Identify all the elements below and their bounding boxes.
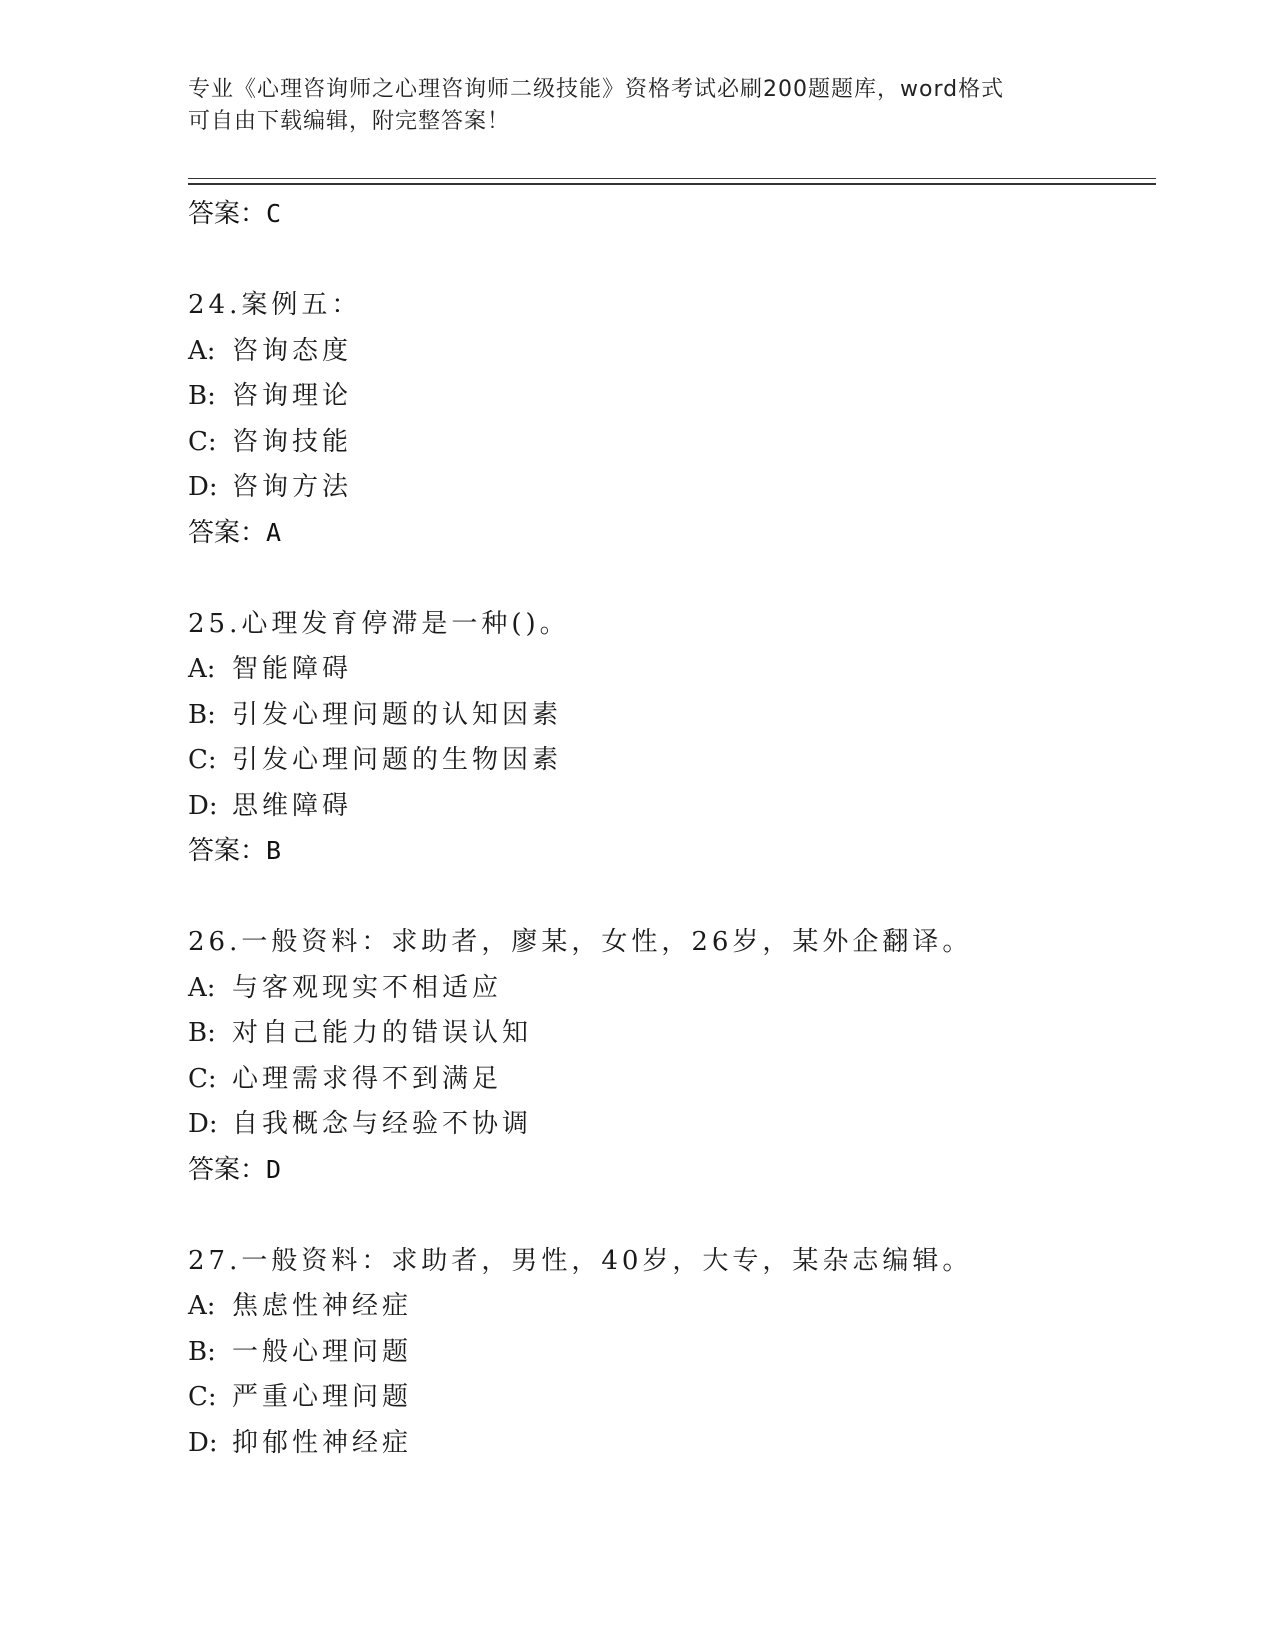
question-stem: 24.案例五： xyxy=(188,290,362,320)
answer-line xyxy=(188,1148,1138,1192)
option-letter: C: xyxy=(188,426,217,457)
option-letter: D: xyxy=(188,1427,218,1458)
option-b xyxy=(188,693,1138,739)
question-stem: 27.一般资料：求助者，男性，40岁，大专，某杂志编辑。 xyxy=(188,1245,973,1276)
option-text: 咨询理论 xyxy=(232,381,353,411)
option-d xyxy=(188,465,1138,511)
option-letter: B: xyxy=(188,381,216,411)
question-27 xyxy=(188,1239,1138,1467)
option-letter: D: xyxy=(188,790,218,821)
option-letter: C: xyxy=(188,1063,217,1094)
option-b xyxy=(188,374,1138,420)
option-a xyxy=(188,329,1138,375)
question-stem: 26.一般资料：求助者，廖某，女性，26岁，某外企翻译。 xyxy=(188,927,973,957)
option-c xyxy=(188,738,1138,784)
answer-line xyxy=(188,192,1138,236)
option-a xyxy=(188,647,1138,693)
option-text: 焦虑性神经症 xyxy=(232,1291,413,1321)
option-c xyxy=(188,420,1138,466)
option-text: 咨询技能 xyxy=(232,426,353,457)
answer-value: B xyxy=(266,836,282,865)
option-text: 咨询态度 xyxy=(232,335,353,366)
header-rule-top xyxy=(188,178,1156,179)
option-text: 心理需求得不到满足 xyxy=(232,1063,503,1094)
question-24 xyxy=(188,283,1138,555)
question-list xyxy=(188,192,1138,1466)
option-letter: A: xyxy=(188,1291,216,1321)
option-d xyxy=(188,1102,1138,1148)
question-gap xyxy=(188,236,1138,283)
option-d xyxy=(188,1421,1138,1467)
option-text: 一般心理问题 xyxy=(232,1336,413,1367)
option-text: 严重心理问题 xyxy=(232,1382,413,1412)
option-text: 抑郁性神经症 xyxy=(232,1427,413,1458)
option-letter: C: xyxy=(188,745,217,775)
option-text: 引发心理问题的生物因素 xyxy=(232,745,563,775)
option-text: 与客观现实不相适应 xyxy=(232,972,503,1003)
header-rule-bottom xyxy=(188,183,1156,185)
answer-line xyxy=(188,511,1138,555)
question-stem: 25.心理发育停滞是一种()。 xyxy=(188,608,570,639)
option-c xyxy=(188,1057,1138,1103)
option-text: 咨询方法 xyxy=(232,472,353,502)
option-b xyxy=(188,1330,1138,1376)
header-line-1: 专业《心理咨询师之心理咨询师二级技能》资格考试必刷200题题库，word格式 xyxy=(188,77,1005,102)
answer-value: A xyxy=(266,517,282,547)
question-25 xyxy=(188,602,1138,874)
answer-label: 答案： xyxy=(188,836,267,866)
header-line-2: 可自由下载编辑，附完整答案！ xyxy=(188,109,511,134)
option-letter: B: xyxy=(188,1018,216,1048)
answer-label: 答案： xyxy=(188,199,267,229)
option-letter: D: xyxy=(188,472,218,502)
option-letter: C: xyxy=(188,1382,217,1412)
page-header xyxy=(188,74,1088,138)
option-letter: B: xyxy=(188,1336,216,1367)
option-d xyxy=(188,784,1138,830)
option-c xyxy=(188,1375,1138,1421)
answer-label: 答案： xyxy=(188,1154,267,1185)
answer-label: 答案： xyxy=(188,517,267,548)
option-letter: B: xyxy=(188,699,216,730)
option-text: 对自己能力的错误认知 xyxy=(232,1018,533,1048)
option-text: 智能障碍 xyxy=(232,654,353,684)
answer-value: C xyxy=(266,199,282,228)
option-a xyxy=(188,966,1138,1012)
answer-line xyxy=(188,829,1138,873)
option-letter: A: xyxy=(188,335,216,366)
question-26 xyxy=(188,920,1138,1192)
option-a xyxy=(188,1284,1138,1330)
option-letter: A: xyxy=(188,654,216,684)
option-b xyxy=(188,1011,1138,1057)
question-gap xyxy=(188,555,1138,602)
option-letter: A: xyxy=(188,972,216,1003)
option-text: 自我概念与经验不协调 xyxy=(232,1109,533,1139)
option-text: 思维障碍 xyxy=(232,790,353,821)
answer-value: D xyxy=(266,1154,282,1184)
question-gap xyxy=(188,873,1138,920)
option-letter: D: xyxy=(188,1109,218,1139)
question-gap xyxy=(188,1192,1138,1239)
option-text: 引发心理问题的认知因素 xyxy=(232,699,563,730)
